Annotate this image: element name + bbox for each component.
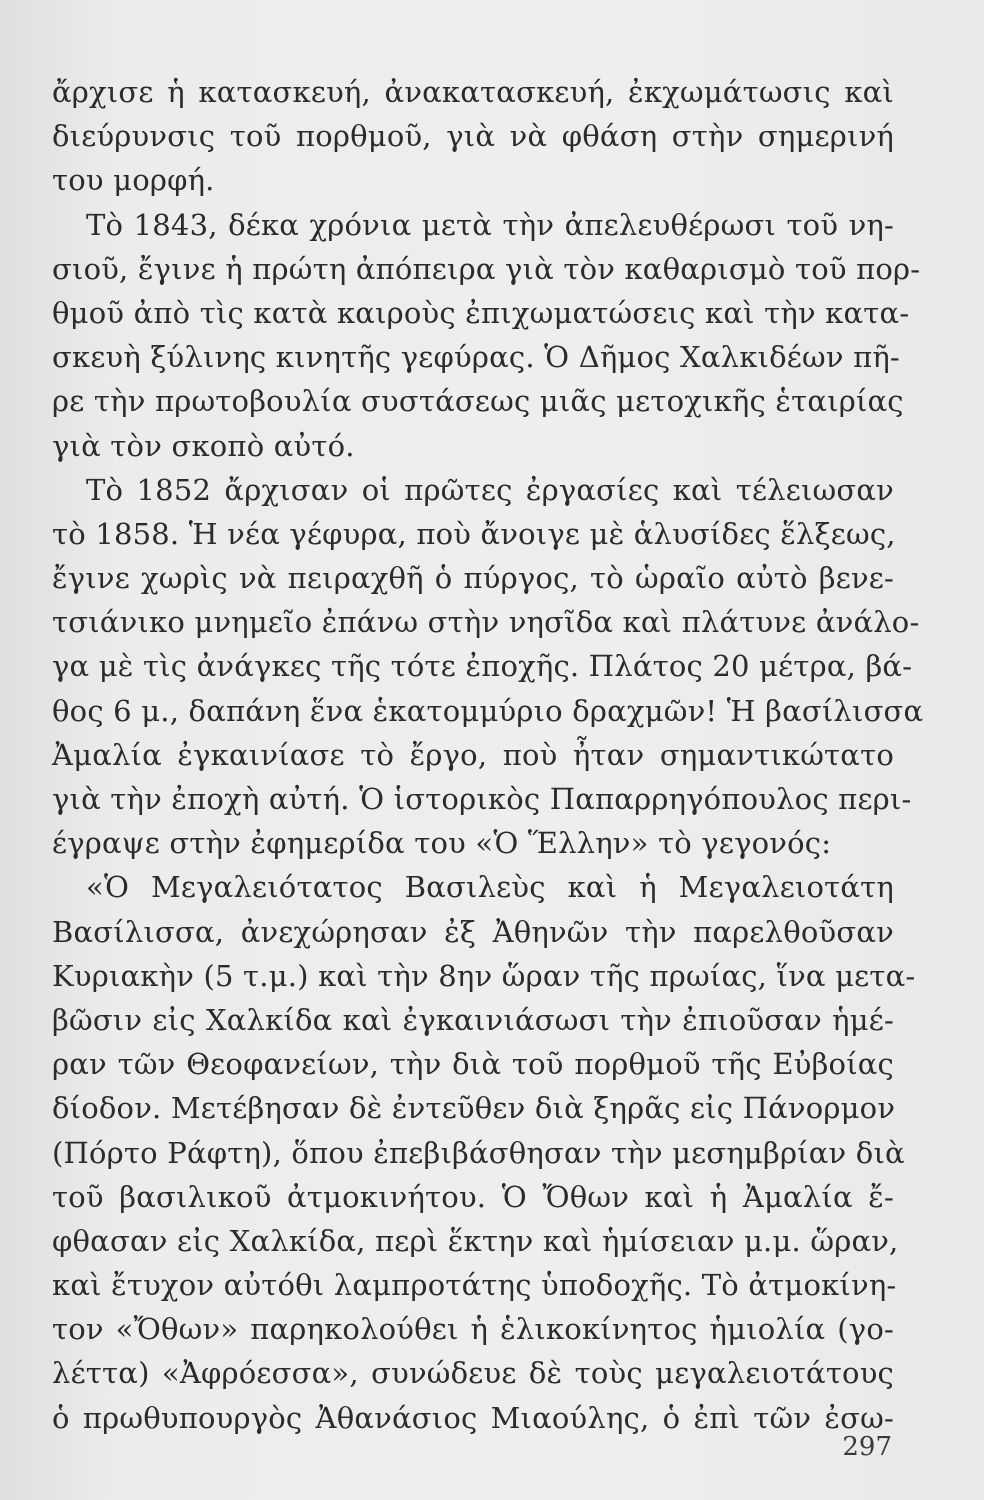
text-line: διεύρυνσις τοῦ πορθμοῦ, γιὰ νὰ φθάση στὴν σημερινή bbox=[52, 119, 894, 154]
text-line: τοῦ βασιλικοῦ ἀτμοκινήτου. Ὁ Ὄθων καὶ ἡ Ἀμαλία ἔ- bbox=[52, 1179, 894, 1214]
text-line: του μορφή. bbox=[52, 163, 215, 198]
text-line: έγραψε στὴν ἐφημερίδα του «Ὁ Ἕλλην» τὸ γεγονός: bbox=[52, 826, 832, 861]
text-line: τον «Ὄθων» παρηκολούθει ἡ ἑλικοκίνητος ἡμιολία (γο- bbox=[52, 1312, 894, 1347]
text-line: Βασίλισσα, ἀνεχώρησαν ἐξ Ἀθηνῶν τὴν παρελθοῦσαν bbox=[52, 914, 894, 949]
text-line: φθασαν εἰς Χαλκίδα, περὶ ἕκτην καὶ ἡμίσειαν μ.μ. ὥραν, bbox=[52, 1223, 899, 1258]
text-line: ρε τὴν πρωτοβουλία συστάσεως μιᾶς μετοχικῆς ἑταιρίας bbox=[52, 384, 904, 419]
text-line: τσιάνικο μνημεῖο ἐπάνω στὴν νησῖδα καὶ πλάτυνε ἀνάλο- bbox=[52, 605, 920, 640]
text-line: βῶσιν εἰς Χαλκίδα καὶ ἐγκαινιάσωσι τὴν ἐπιοῦσαν ἡμέ- bbox=[52, 1002, 894, 1037]
text-line: θος 6 μ., δαπάνη ἕνα ἑκατομμύριο δραχμῶν! Ἡ βασίλισσα bbox=[52, 693, 924, 728]
body-text bbox=[52, 70, 924, 1440]
text-line: Ἀμαλία ἐγκαινίασε τὸ ἔργο, ποὺ ἦταν σημαντικώτατο bbox=[52, 737, 894, 772]
text-line: καὶ ἔτυχον αὐτόθι λαμπροτάτης ὑποδοχῆς. Τὸ ἀτμοκίνη- bbox=[52, 1268, 897, 1303]
text-line: γιὰ τὸν σκοπὸ αὐτό. bbox=[52, 428, 355, 463]
text-line: (Πόρτο Ράφτη), ὅπου ἐπεβιβάσθησαν τὴν μεσημβρίαν διὰ bbox=[52, 1135, 905, 1170]
text-line: λέττα) «Ἀφρόεσσα», συνώδευε δὲ τοὺς μεγαλειοτάτους bbox=[52, 1356, 894, 1391]
page-number: 297 bbox=[842, 1432, 892, 1462]
text-line: σκευὴ ξύλινης κινητῆς γεφύρας. Ὁ Δῆμος Χαλκιδέων πῆ- bbox=[52, 340, 900, 375]
text-line: Κυριακὴν (5 τ.μ.) καὶ τὴν 8ην ὥραν τῆς πρωίας, ἵνα μετα- bbox=[52, 958, 916, 993]
text-line: Τὸ 1843, δέκα χρόνια μετὰ τὴν ἀπελευθέρωσι τοῦ νη- bbox=[86, 207, 894, 242]
text-line: ὁ πρωθυπουργὸς Ἀθανάσιος Μιαούλης, ὁ ἐπὶ τῶν ἐσω- bbox=[52, 1400, 894, 1435]
text-line: ραν τῶν Θεοφανείων, τὴν διὰ τοῦ πορθμοῦ τῆς Εὐβοίας bbox=[52, 1047, 894, 1082]
text-line: τὸ 1858. Ἡ νέα γέφυρα, ποὺ ἄνοιγε μὲ ἁλυσίδες ἕλξεως, bbox=[52, 516, 896, 551]
text-line: θμοῦ ἀπὸ τὶς κατὰ καιροὺς ἐπιχωματώσεις καὶ τὴν κατα- bbox=[52, 295, 910, 330]
text-line: δίοδον. Μετέβησαν δὲ ἐντεῦθεν διὰ ξηρᾶς εἰς Πάνορμον bbox=[52, 1091, 896, 1126]
text-line: «Ὁ Μεγαλειότατος Βασιλεὺς καὶ ἡ Μεγαλειοτάτη bbox=[86, 870, 894, 905]
text-line: ἄρχισε ἡ κατασκευή, ἀνακατασκευή, ἐκχωμάτωσις καὶ bbox=[52, 75, 894, 109]
text-line: γιὰ τὴν ἐποχὴ αὐτή. Ὁ ἱστορικὸς Παπαρρηγόπουλος περι- bbox=[52, 782, 912, 816]
text-line: Τὸ 1852 ἄρχισαν οἱ πρῶτες ἐργασίες καὶ τέλειωσαν bbox=[86, 472, 894, 507]
text-line: γα μὲ τὶς ἀνάγκες τῆς τότε ἐποχῆς. Πλάτος 20 μέτρα, βά- bbox=[52, 649, 913, 684]
text-line: ἔγινε χωρὶς νὰ πειραχθῆ ὁ πύργος, τὸ ὡραῖο αὐτὸ βενε- bbox=[52, 561, 894, 596]
text-line: σιοῦ, ἔγινε ἡ πρώτη ἀπόπειρα γιὰ τὸν καθαρισμὸ τοῦ πορ- bbox=[52, 251, 921, 286]
